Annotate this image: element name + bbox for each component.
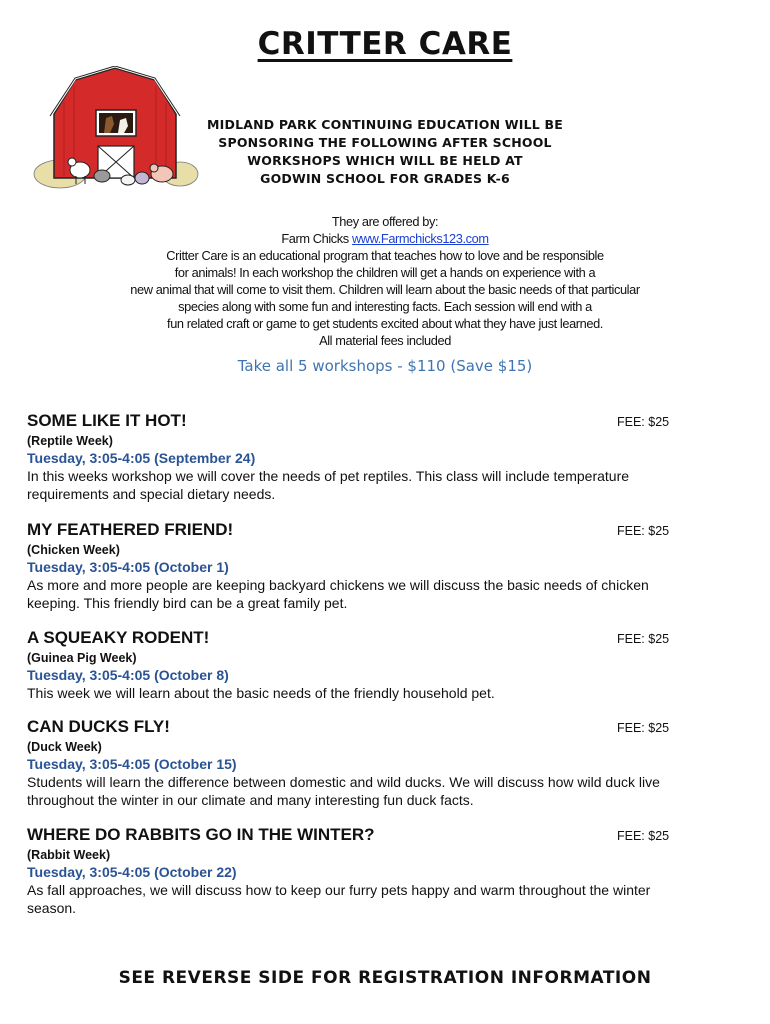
description-line: This week we will learn about the basic needs of the friendly household pet. bbox=[27, 685, 495, 701]
workshop bbox=[27, 520, 743, 612]
workshop-fee: FEE: $25 bbox=[617, 721, 670, 735]
intro-heading bbox=[200, 116, 570, 188]
description-line: for animals! In each workshop the children will get a hands on experience with a bbox=[174, 265, 596, 280]
workshop-description bbox=[27, 467, 743, 503]
workshop-description bbox=[27, 881, 743, 917]
workshop-week: (Chicken Week) bbox=[27, 543, 120, 557]
offered-by-line: They are offered by: bbox=[331, 214, 439, 229]
workshop bbox=[27, 628, 743, 702]
barn-illustration bbox=[30, 66, 200, 198]
workshop-date: Tuesday, 3:05-4:05 (October 22) bbox=[27, 864, 237, 880]
workshop-name: MY FEATHERED FRIEND! bbox=[27, 520, 234, 539]
intro-line: MIDLAND PARK CONTINUING EDUCATION WILL BE bbox=[207, 117, 563, 132]
bundle-offer: Take all 5 workshops - $110 (Save $15) bbox=[237, 357, 533, 375]
workshop-description bbox=[27, 684, 743, 702]
program-description bbox=[0, 213, 770, 349]
provider-link[interactable]: www.Farmchicks123.com bbox=[351, 231, 489, 246]
workshop-week: (Reptile Week) bbox=[27, 434, 113, 448]
description-line: As more and more people are keeping backyard chickens we will discuss the basic needs of chicken bbox=[27, 577, 649, 593]
provider-line bbox=[0, 230, 770, 247]
workshop bbox=[27, 825, 743, 917]
workshop-fee: FEE: $25 bbox=[617, 632, 670, 646]
description-line: season. bbox=[27, 900, 77, 916]
workshop-name: A SQUEAKY RODENT! bbox=[27, 628, 210, 647]
workshop-description bbox=[27, 773, 743, 809]
description-line: new animal that will come to visit them. Children will learn about the basic needs of that particular bbox=[130, 282, 640, 297]
workshop bbox=[27, 717, 743, 809]
workshop-name: WHERE DO RABBITS GO IN THE WINTER? bbox=[27, 825, 375, 844]
description-line: Critter Care is an educational program that teaches how to love and be responsible bbox=[166, 248, 604, 263]
workshop-week: (Guinea Pig Week) bbox=[27, 651, 137, 665]
fees-note: All material fees included bbox=[319, 333, 451, 348]
description-line: Students will learn the difference between domestic and wild ducks. We will discuss how wild duck live bbox=[27, 774, 660, 790]
description-line: fun related craft or game to get students excited about what they have just learned. bbox=[167, 316, 603, 331]
description-line: requirements and special dietary needs. bbox=[27, 486, 276, 502]
workshop-fee: FEE: $25 bbox=[617, 524, 670, 538]
description-line: In this weeks workshop we will cover the needs of pet reptiles. This class will include temperature bbox=[27, 468, 630, 484]
workshop-fee: FEE: $25 bbox=[617, 415, 670, 429]
workshop-week: (Duck Week) bbox=[27, 740, 102, 754]
intro-line: GODWIN SCHOOL FOR GRADES K-6 bbox=[260, 171, 510, 186]
registration-note: SEE REVERSE SIDE FOR REGISTRATION INFORMATION bbox=[118, 968, 652, 988]
workshop-date: Tuesday, 3:05-4:05 (October 1) bbox=[27, 559, 229, 575]
description-line: keeping. This friendly bird can be a great family pet. bbox=[27, 595, 348, 611]
workshop-fee: FEE: $25 bbox=[617, 829, 670, 843]
workshop bbox=[27, 411, 743, 503]
page-title: CRITTER CARE bbox=[257, 26, 513, 62]
intro-line: WORKSHOPS WHICH WILL BE HELD AT bbox=[247, 153, 523, 168]
description-line: As fall approaches, we will discuss how to keep our furry pets happy and warm throughout the winter bbox=[27, 882, 651, 898]
workshop-date: Tuesday, 3:05-4:05 (October 15) bbox=[27, 756, 237, 772]
workshop-name: SOME LIKE IT HOT! bbox=[27, 411, 187, 430]
workshop-name: CAN DUCKS FLY! bbox=[27, 717, 170, 736]
workshop-date: Tuesday, 3:05-4:05 (October 8) bbox=[27, 667, 229, 683]
description-line: species along with some fun and interesting facts. Each session will end with a bbox=[178, 299, 592, 314]
intro-line: SPONSORING THE FOLLOWING AFTER SCHOOL bbox=[218, 135, 552, 150]
workshop-week: (Rabbit Week) bbox=[27, 848, 111, 862]
workshop-date: Tuesday, 3:05-4:05 (September 24) bbox=[27, 450, 256, 466]
provider-name: Farm Chicks bbox=[281, 231, 349, 246]
workshop-description bbox=[27, 576, 743, 612]
description-line: throughout the winter in our climate and many interesting fun duck facts. bbox=[27, 792, 474, 808]
